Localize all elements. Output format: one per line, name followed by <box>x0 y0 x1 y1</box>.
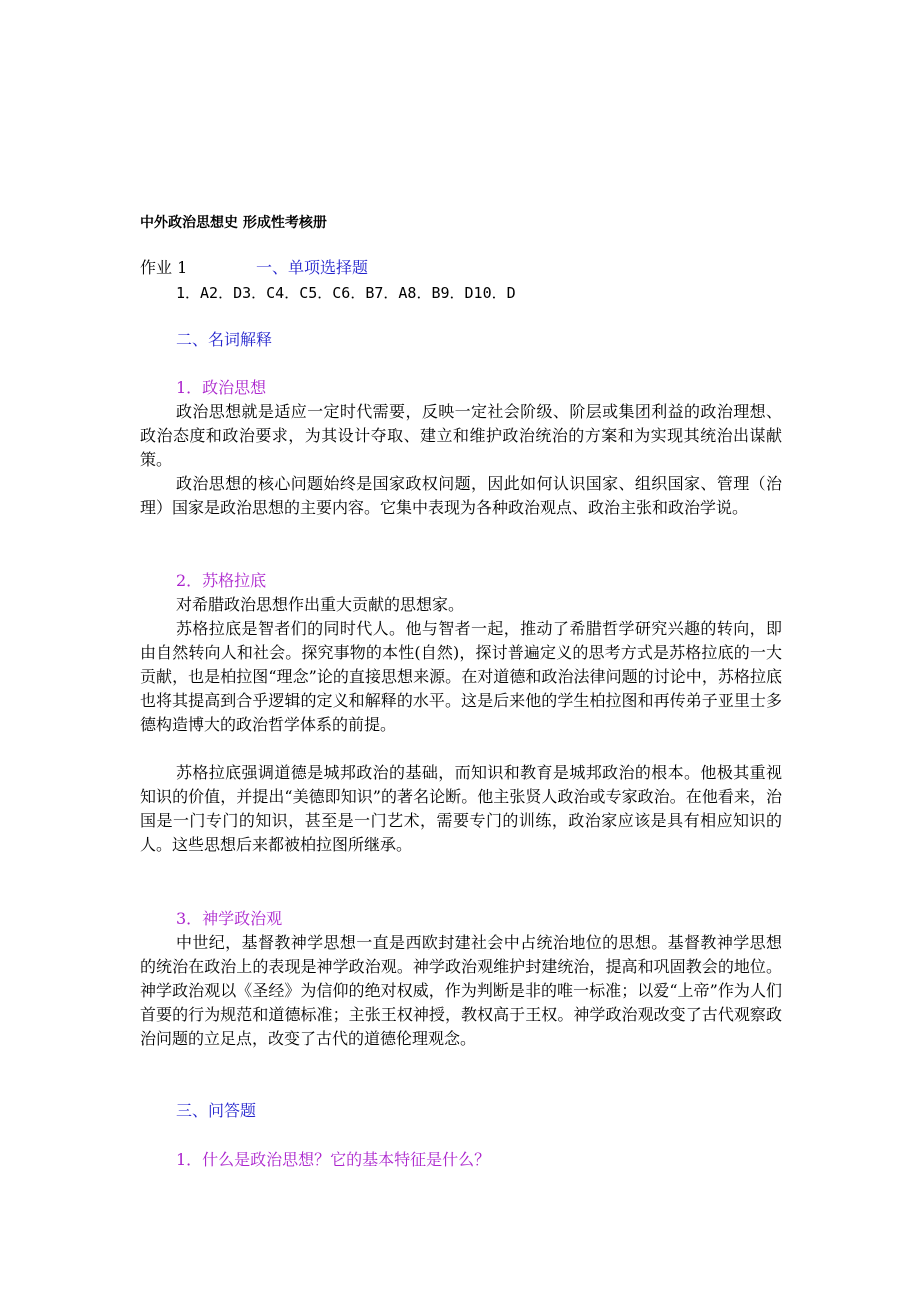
term-socrates: 2．苏格拉底 <box>176 571 267 590</box>
assignment-label: 作业 1 <box>140 258 188 277</box>
paragraph: 苏格拉底是智者们的同时代人。他与智者一起，推动了希腊哲学研究兴趣的转向，即由自然转向人和社会。探究事物的本性(自然)，探讨普遍定义的思考方式是苏格拉底的一大贡献，也是柏拉图“理念”论的直接思想来源。在对道德和政治法律问题的讨论中，苏格拉底也将其提高到合乎逻辑的定义和解释的水平。这是后来他的学生柏拉图和再传弟子亚里士多德构造博大的政治哲学体系的前提。 <box>140 619 782 734</box>
term-theological-politics: 3．神学政治观 <box>176 909 283 928</box>
section2-heading: 二、名词解释 <box>176 330 273 349</box>
term-political-thought: 1．政治思想 <box>176 378 267 397</box>
section3-heading: 三、问答题 <box>176 1101 257 1120</box>
choice-answers: 1．A2．D3．C4．C5．C6．B7．A8．B9．D10．D <box>176 284 516 302</box>
paragraph: 对希腊政治思想作出重大贡献的思想家。 <box>176 595 465 614</box>
assignment-line <box>140 256 368 280</box>
section1-heading: 一、单项选择题 <box>256 258 369 277</box>
paragraph: 政治思想的核心问题始终是国家政权问题，因此如何认识国家、组织国家、管理（治理）国家是政治思想的主要内容。它集中表现为各种政治观点、政治主张和政治学说。 <box>140 474 782 517</box>
document-title: 中外政治思想史 形成性考核册 <box>140 215 327 231</box>
paragraph: 中世纪，基督教神学思想一直是西欧封建社会中占统治地位的思想。基督教神学思想的统治在政治上的表现是神学政治观。神学政治观维护封建统治，提高和巩固教会的地位。神学政治观以《圣经》为信仰的绝对权威，作为判断是非的唯一标准；以爱“上帝”作为人们首要的行为规范和道德标准；主张王权神授，教权高于王权。神学政治观改变了古代观察政治问题的立足点，改变了古代的道德伦理观念。 <box>140 933 782 1048</box>
paragraph: 政治思想就是适应一定时代需要，反映一定社会阶级、阶层或集团利益的政治理想、政治态度和政治要求，为其设计夺取、建立和维护政治统治的方案和为实现其统治出谋献策。 <box>140 402 782 469</box>
question-1: 1．什么是政治思想？它的基本特征是什么？ <box>176 1150 491 1169</box>
paragraph: 苏格拉底强调道德是城邦政治的基础，而知识和教育是城邦政治的根本。他极其重视知识的价值，并提出“美德即知识”的著名论断。他主张贤人政治或专家政治。在他看来，治国是一门专门的知识，甚至是一门艺术，需要专门的训练，政治家应该是具有相应知识的人。这些思想后来都被柏拉图所继承。 <box>140 763 782 854</box>
